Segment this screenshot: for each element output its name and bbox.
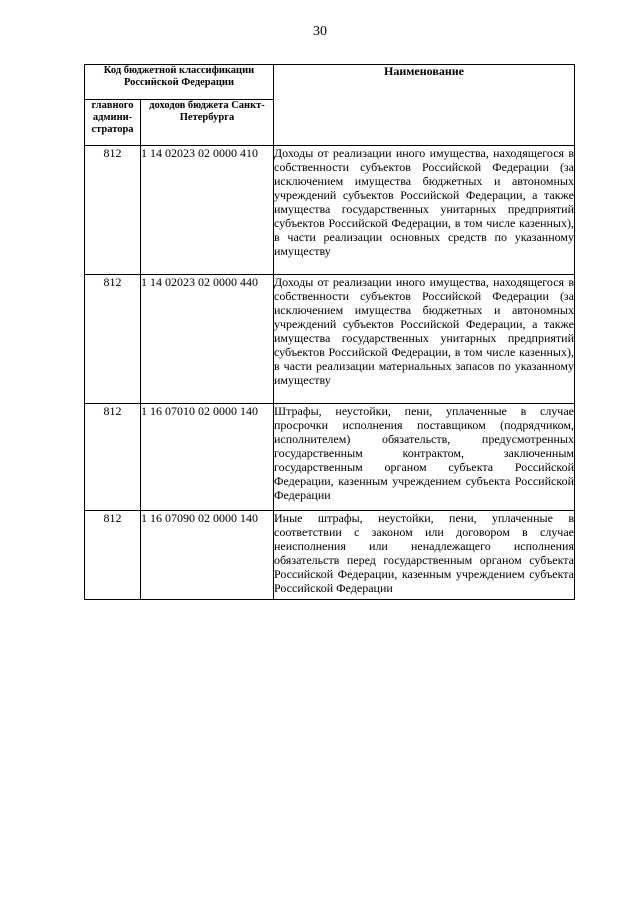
revenue-code-cell: 1 16 07010 02 0000 140 xyxy=(141,404,274,511)
revenue-code-cell: 1 14 02023 02 0000 440 xyxy=(141,275,274,404)
table-row xyxy=(85,404,575,511)
table-row xyxy=(85,275,575,404)
revenue-code-cell: 1 16 07090 02 0000 140 xyxy=(141,511,274,600)
description-cell: Иные штрафы, неустойки, пени, уплаченные в соответствии с законом или договором в случае неисполнения или ненадлежащего исполнения обязательств перед государственным органом субъекта Российской Федерации, казенным учреждением субъекта Российской Федерации xyxy=(274,511,575,600)
table-row xyxy=(85,511,575,600)
budget-code-group-header: Код бюджетной классификации Российской Федерации xyxy=(85,65,274,100)
description-cell: Доходы от реализации иного имущества, находящегося в собственности субъектов Российской Федерации (за исключением имущества бюджетных и автономных учреждений субъектов Российской Федерации, а также имущества государственных унитарных предприятий субъектов Российской Федерации, в том числе казенных), в части реализации основных средств по указанному имуществу xyxy=(274,146,575,275)
description-cell: Доходы от реализации иного имущества, находящегося в собственности субъектов Российской Федерации (за исключением имущества бюджетных и автономных учреждений субъектов Российской Федерации, а также имущества государственных унитарных предприятий субъектов Российской Федерации, в том числе казенных), в части реализации материальных запасов по указанному имуществу xyxy=(274,275,575,404)
budget-classification-table xyxy=(84,64,575,600)
admin-code-cell: 812 xyxy=(85,511,141,600)
admin-column-header: главного админи-стратора xyxy=(85,100,141,146)
revenue-column-header: доходов бюджета Санкт-Петербурга xyxy=(141,100,274,146)
table-row xyxy=(85,146,575,275)
admin-code-cell: 812 xyxy=(85,146,141,275)
description-cell: Штрафы, неустойки, пени, уплаченные в случае просрочки исполнения поставщиком (подрядчиком, исполнителем) обязательств, предусмотренных государственным контрактом, заключенным государственным органом субъекта Российской Федерации, казенным учреждением субъекта Российской Федерации xyxy=(274,404,575,511)
admin-code-cell: 812 xyxy=(85,404,141,511)
page-number: 30 xyxy=(313,24,327,39)
name-column-header: Наименование xyxy=(274,65,575,146)
admin-code-cell: 812 xyxy=(85,275,141,404)
revenue-code-cell: 1 14 02023 02 0000 410 xyxy=(141,146,274,275)
